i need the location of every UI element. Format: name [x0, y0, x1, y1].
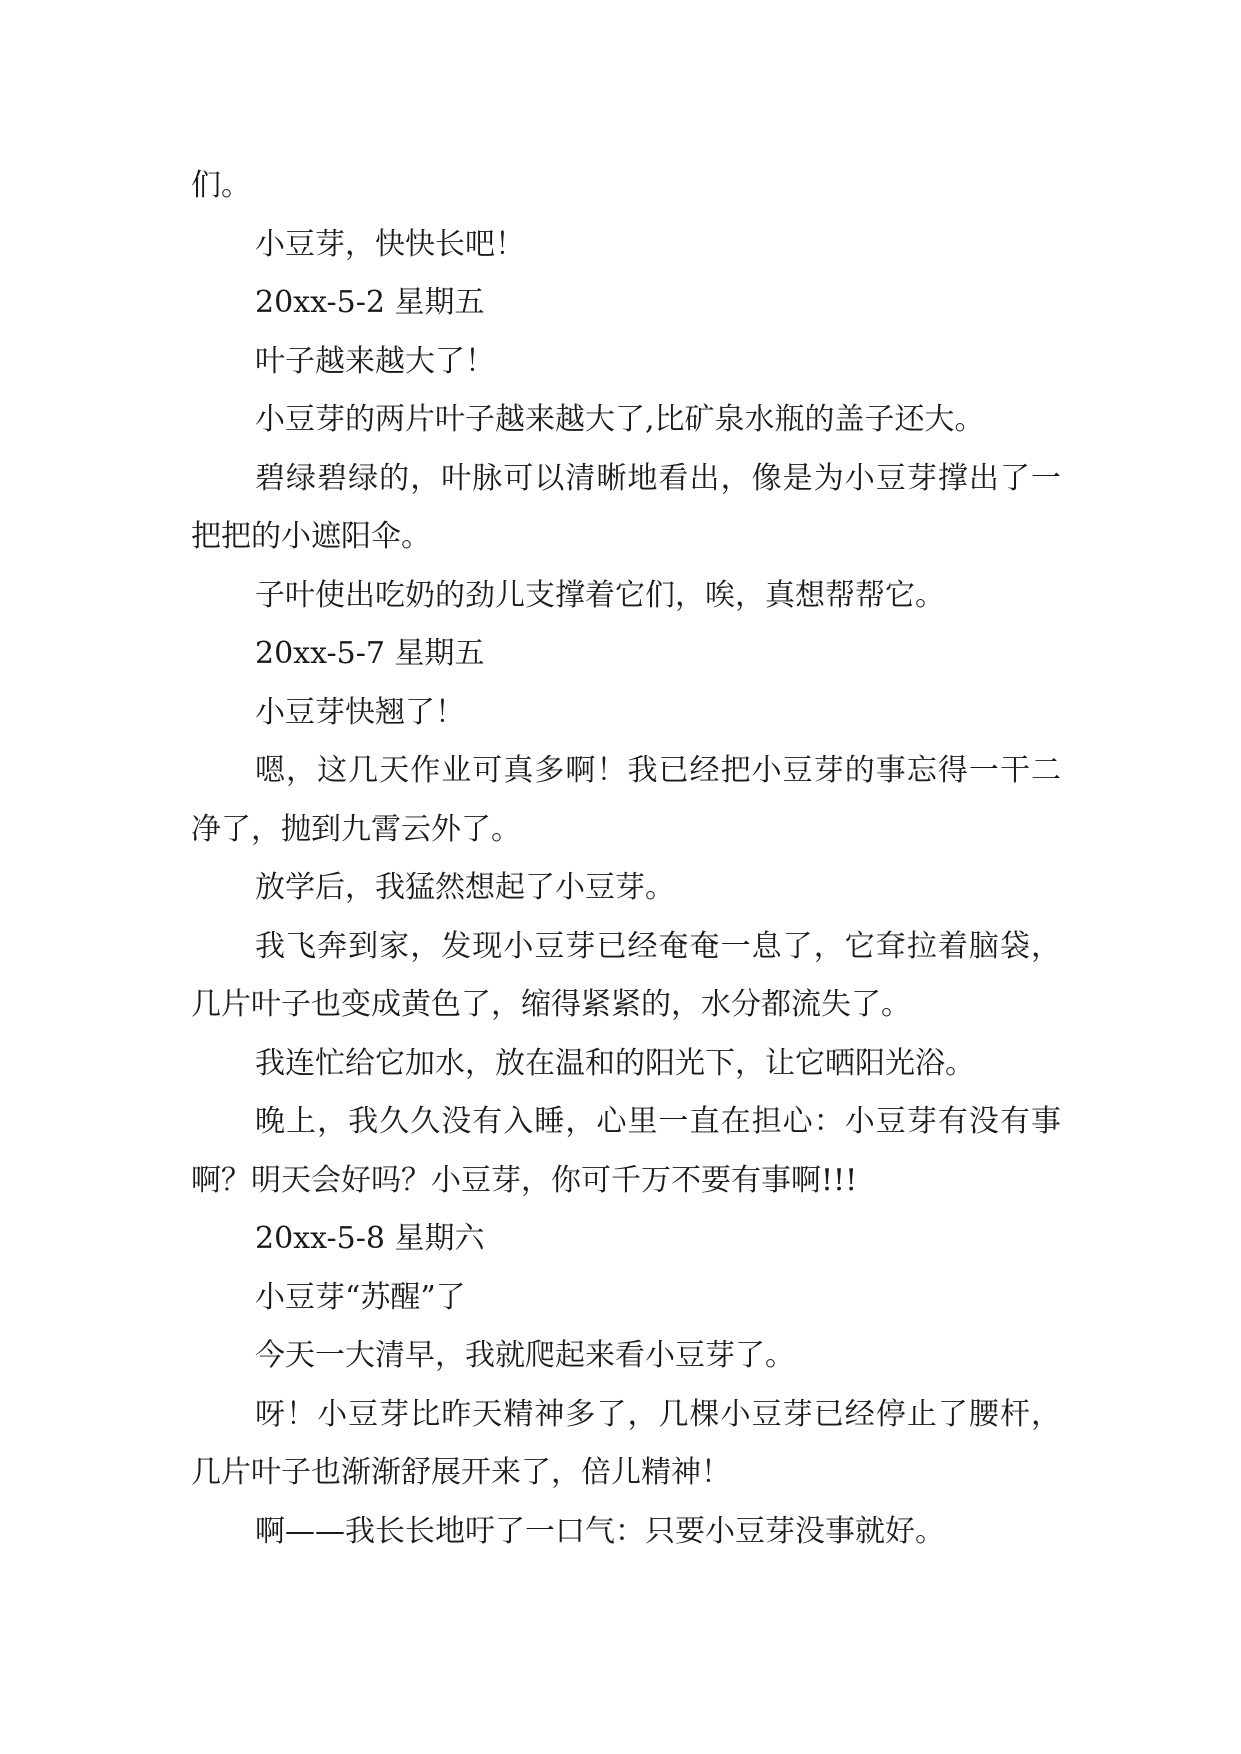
paragraph: 啊——我长长地吁了一口气：只要小豆芽没事就好。 — [255, 1513, 945, 1549]
paragraph: 子叶使出吃奶的劲儿支撑着它们，唉，真想帮帮它。 — [255, 577, 945, 613]
diary-date: 20xx-5-8 星期六 — [255, 1221, 485, 1256]
paragraph: 呀！小豆芽比昨天精神多了，几棵小豆芽已经停止了腰杆，几片叶子也渐渐舒展开来了，倍儿精神！ — [191, 1396, 1061, 1490]
paragraph: 我飞奔到家，发现小豆芽已经奄奄一息了，它耷拉着脑袋，几片叶子也变成黄色了，缩得紧紧的，水分都流失了。 — [191, 928, 1061, 1022]
paragraph: 嗯，这几天作业可真多啊！我已经把小豆芽的事忘得一干二净了，抛到九霄云外了。 — [191, 753, 1061, 847]
diary-date: 20xx-5-2 星期五 — [255, 285, 485, 320]
paragraph: 今天一大清早，我就爬起来看小豆芽了。 — [255, 1338, 795, 1373]
paragraph: 小豆芽，快快长吧！ — [255, 226, 525, 262]
diary-heading: 小豆芽“苏醒”了 — [255, 1279, 466, 1315]
paragraph: 小豆芽的两片叶子越来越大了,比矿泉水瓶的盖子还大。 — [255, 402, 985, 437]
paragraph: 放学后，我猛然想起了小豆芽。 — [255, 870, 675, 905]
paragraph: 碧绿碧绿的，叶脉可以清晰地看出，像是为小豆芽撑出了一把把的小遮阳伞。 — [191, 460, 1061, 554]
document-body — [191, 157, 1061, 1561]
diary-heading: 叶子越来越大了！ — [255, 343, 495, 379]
paragraph: 晚上，我久久没有入睡，心里一直在担心：小豆芽有没有事啊？明天会好吗？小豆芽，你可千万不要有事啊!!! — [191, 1104, 1061, 1198]
diary-heading: 小豆芽快翘了！ — [255, 694, 465, 730]
paragraph-continuation: 们。 — [191, 168, 251, 203]
diary-date: 20xx-5-7 星期五 — [255, 636, 485, 671]
paragraph: 我连忙给它加水，放在温和的阳光下，让它晒阳光浴。 — [255, 1045, 975, 1081]
